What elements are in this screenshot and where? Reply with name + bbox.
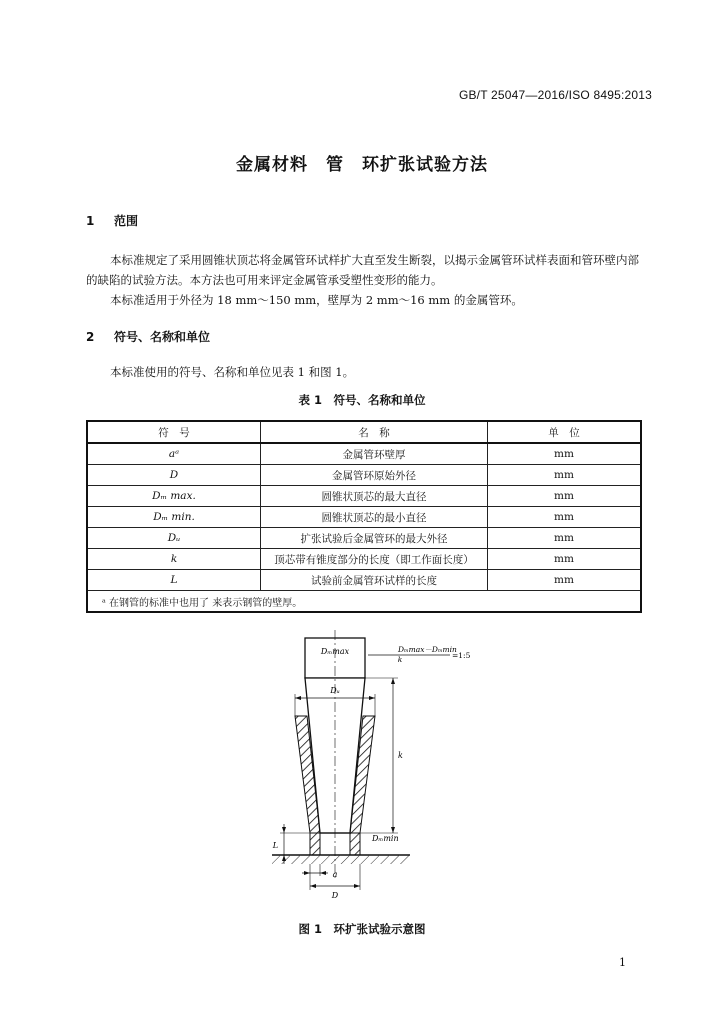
table-cell-unit: mm — [488, 443, 642, 465]
table-header-symbol: 符 号 — [87, 421, 261, 443]
dmin-label: Dₘmin — [372, 834, 399, 843]
table-cell-name: 顶芯带有锥度部分的长度（即工作面长度） — [261, 549, 488, 570]
standard-code: GB/T 25047—2016/ISO 8495:2013 — [458, 88, 652, 102]
section-1-heading — [86, 212, 138, 229]
table-cell-symbol: aᵃ — [87, 443, 261, 465]
table-cell-symbol: L — [87, 570, 261, 591]
section-2-paragraph-1-text: 本标准使用的符号、名称和单位见表 1 和图 1。 — [110, 365, 355, 379]
dmax-label: Dₘmax — [320, 647, 350, 656]
table-cell-name: 金属管环原始外径 — [261, 465, 488, 486]
a-label: a — [332, 870, 338, 879]
table-row — [87, 528, 641, 549]
table-cell-name: 试验前金属管环试样的长度 — [261, 570, 488, 591]
figure-1-caption: 图 1 环扩张试验示意图 — [298, 922, 426, 936]
table-cell-name: 金属管环壁厚 — [261, 443, 488, 465]
section-2-title: 符号、名称和单位 — [114, 330, 211, 344]
ratio-numerator: Dₘmax－Dₘmin — [398, 645, 457, 654]
symbols-table — [86, 420, 642, 613]
section-1-paragraph-1 — [86, 250, 646, 290]
table-footnote: ᵃ 在钢管的标准中也用了 来表示钢管的壁厚。 — [87, 591, 641, 613]
table-cell-symbol: D — [87, 465, 261, 486]
table-row — [87, 443, 641, 465]
section-1-paragraph-2 — [86, 290, 646, 310]
section-1-number: 1 — [86, 214, 95, 228]
table-row — [87, 570, 641, 591]
table-cell-unit: mm — [488, 486, 642, 507]
ratio-denominator: k — [397, 655, 403, 664]
section-1-title: 范围 — [114, 214, 139, 228]
table-cell-symbol: Dᵤ — [87, 528, 261, 549]
section-1-paragraph-1-text: 本标准规定了采用圆锥状顶芯将金属管环试样扩大直至发生断裂，以揭示金属管环试样表面和管环壁内部的缺陷的试验方法。本方法也可用来评定金属管承受塑性变形的能力。 — [86, 253, 639, 287]
table-row — [87, 549, 641, 570]
d-label: D — [331, 891, 339, 900]
section-2-heading — [86, 328, 210, 345]
table-row — [87, 465, 641, 486]
ratio-equals: =1:5 — [452, 651, 471, 660]
ring-expansion-figure — [250, 628, 480, 904]
l-label: L — [272, 841, 278, 850]
ring-base-right — [350, 833, 360, 855]
section-2-number: 2 — [86, 330, 95, 344]
table-cell-unit: mm — [488, 549, 642, 570]
base-plate-hatch — [272, 855, 410, 864]
k-label: k — [398, 751, 403, 760]
table-cell-symbol: k — [87, 549, 261, 570]
table-footnote-row — [87, 591, 641, 613]
table-header-name: 名 称 — [261, 421, 488, 443]
table-cell-unit: mm — [488, 507, 642, 528]
section-1-paragraph-2-text: 本标准适用于外径为 18 mm～150 mm，壁厚为 2 mm～16 mm 的金属管环。 — [110, 293, 523, 307]
table-cell-name: 圆锥状顶芯的最小直径 — [261, 507, 488, 528]
document-title: 金属材料 管 环扩张试验方法 — [236, 155, 488, 175]
table-cell-unit: mm — [488, 570, 642, 591]
page-number: 1 — [619, 956, 626, 969]
table-cell-symbol: Dₘ max. — [87, 486, 261, 507]
table-row — [87, 507, 641, 528]
table-cell-name: 扩张试验后金属管环的最大外径 — [261, 528, 488, 549]
table-1-caption: 表 1 符号、名称和单位 — [298, 393, 426, 407]
table-cell-unit: mm — [488, 528, 642, 549]
section-2-paragraph-1 — [86, 362, 646, 382]
table-cell-name: 圆锥状顶芯的最大直径 — [261, 486, 488, 507]
du-label: Dᵤ — [330, 686, 340, 695]
table-row — [87, 486, 641, 507]
table-cell-unit: mm — [488, 465, 642, 486]
table-header-unit: 单 位 — [488, 421, 642, 443]
ring-base-left — [310, 833, 320, 855]
table-cell-symbol: Dₘ min. — [87, 507, 261, 528]
